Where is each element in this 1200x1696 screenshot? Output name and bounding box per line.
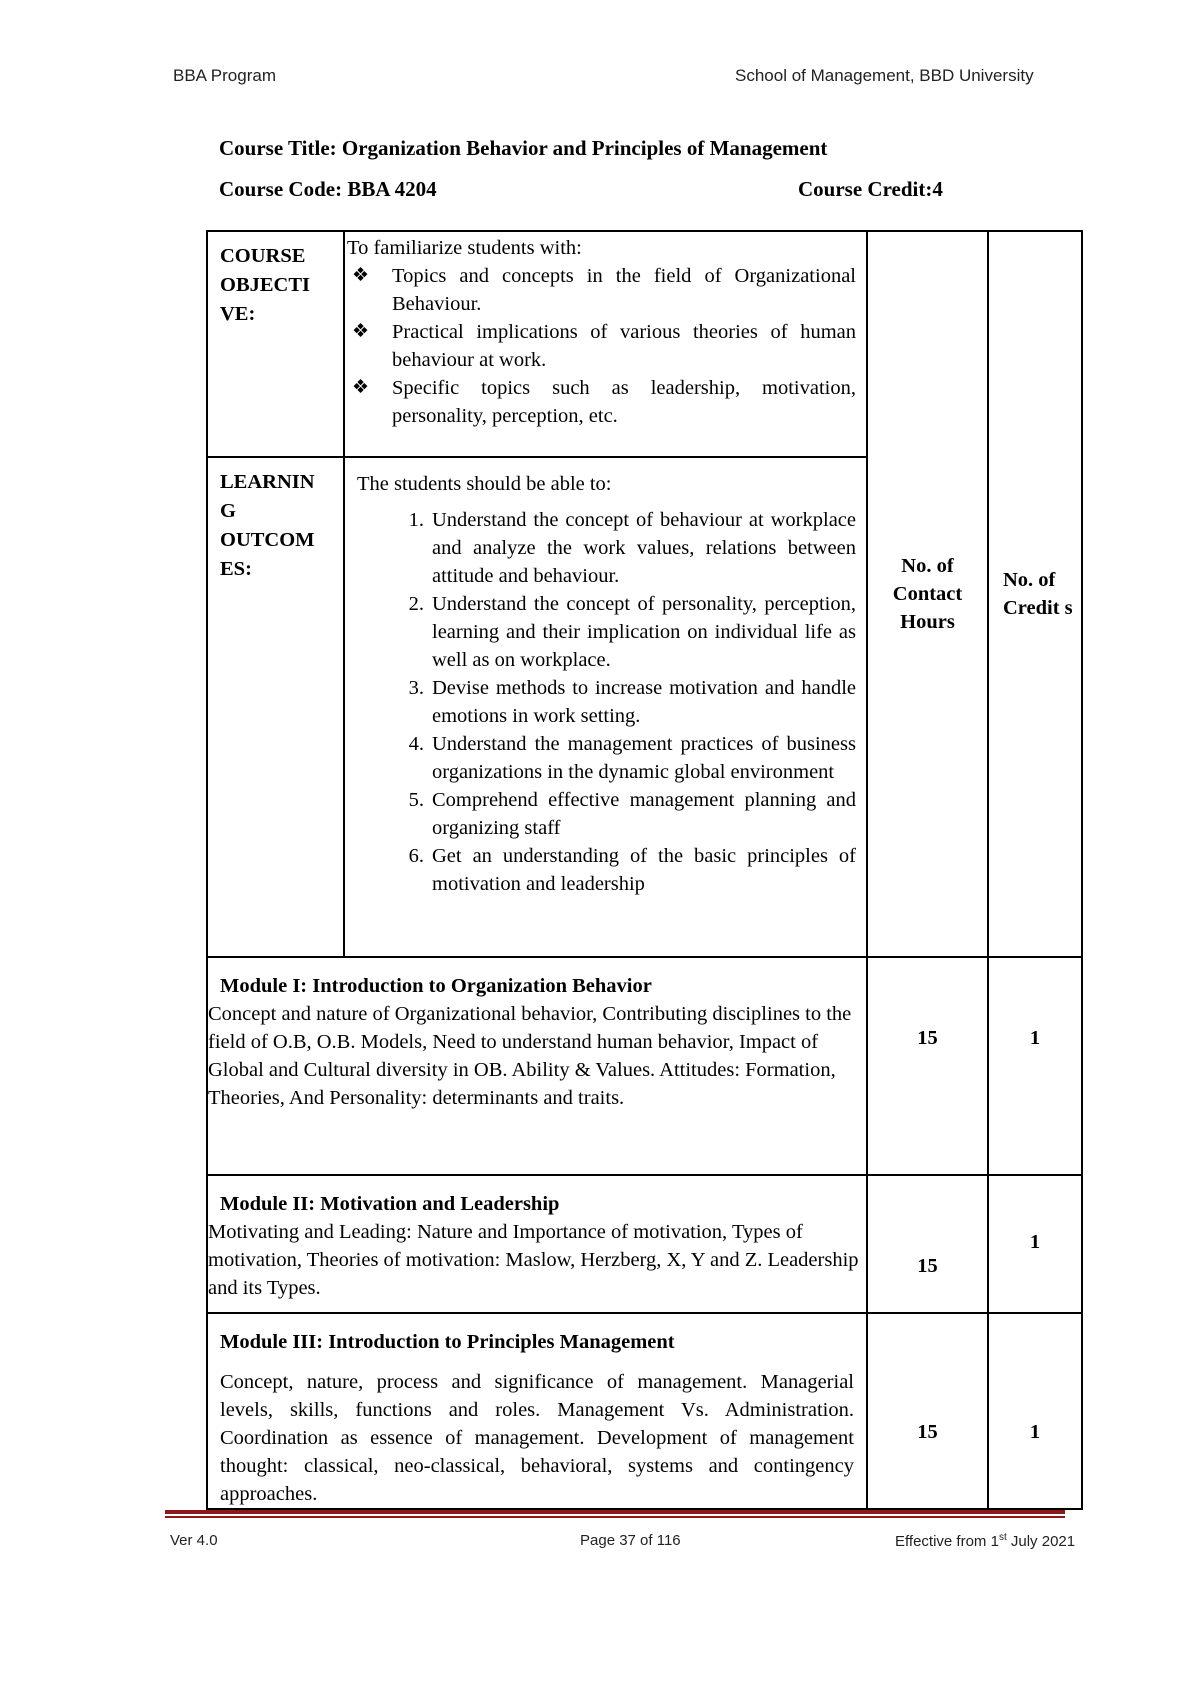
module-3-hours: 15	[867, 1313, 988, 1509]
diamond-bullet-icon: ❖	[352, 377, 370, 398]
list-item: 3. Devise methods to increase motivation and handle emotions in work setting.	[408, 677, 856, 727]
module-2-credits: 1	[988, 1175, 1082, 1313]
syllabus-table	[206, 230, 1083, 1510]
list-item: ❖ Practical implications of various theories of human behaviour at work.	[392, 318, 856, 374]
module-1-body: Concept and nature of Organizational behavior, Contributing disciplines to the field of O.B, O.B. Models, Need to understand human behavior, Impact of Global and Cultural diversity in OB. Ability & Values. Attitudes: Formation, Theories, And Personality: determinants and traits.	[208, 1003, 852, 1109]
module-2-cell	[207, 1175, 867, 1313]
course-credit: Course Credit:4	[798, 177, 943, 201]
list-item: ❖ Topics and concepts in the field of Organizational Behaviour.	[392, 262, 856, 318]
module-2-hours: 15	[867, 1175, 988, 1313]
footer-effective-date: Effective from 1st July 2021	[895, 1532, 1076, 1550]
diamond-bullet-icon: ❖	[352, 265, 370, 286]
outcomes-label: LEARNIN G OUTCOM ES:	[207, 457, 344, 957]
objective-label: COURSE OBJECTI VE:	[207, 231, 344, 457]
outcomes-cell	[344, 457, 867, 957]
module-1-cell	[207, 957, 867, 1175]
module-3-body: Concept, nature, process and significance of management. Managerial levels, skills, functions and roles. Management Vs. Administration. Coordination as essence of management. Development of management thought: classical, neo-classical, behavioral, systems and contingency approaches.	[220, 1371, 854, 1505]
module-1-title: Module I: Introduction to Organization Behavior	[220, 975, 652, 997]
list-item: ❖ Specific topics such as leadership, motivation, personality, perception, etc.	[392, 374, 856, 430]
outcomes-intro: The students should be able to:	[357, 473, 612, 495]
contact-hours-header: No. of Contact Hours	[867, 231, 988, 957]
footer-rule-thin	[165, 1516, 1065, 1518]
footer-rule-thick	[165, 1510, 1065, 1514]
list-item: 4. Understand the management practices of business organizations in the dynamic global environment	[408, 733, 856, 783]
module-2-title: Module II: Motivation and Leadership	[220, 1193, 560, 1215]
module-3-credits: 1	[988, 1313, 1082, 1509]
objective-intro: To familiarize students with:	[347, 237, 582, 259]
header-right: School of Management, BBD University	[735, 66, 1034, 85]
module-1-credits: 1	[988, 957, 1082, 1175]
objective-cell	[344, 231, 867, 457]
credits-header: No. of Credit s	[988, 231, 1082, 957]
outcomes-list	[357, 506, 856, 898]
header-left: BBA Program	[173, 66, 276, 85]
module-3-cell	[207, 1313, 867, 1509]
list-item: 1. Understand the concept of behaviour at workplace and analyze the work values, relations between attitude and behaviour.	[408, 509, 856, 587]
footer-page-number: Page 37 of 116	[580, 1532, 681, 1549]
module-2-body: Motivating and Leading: Nature and Importance of motivation, Types of motivation, Theories of motivation: Maslow, Herzberg, X, Y and Z. Leadership and its Types.	[208, 1221, 859, 1299]
course-code: Course Code: BBA 4204	[219, 177, 437, 201]
footer-version: Ver 4.0	[170, 1532, 218, 1549]
module-3-title: Module III: Introduction to Principles Management	[220, 1331, 675, 1353]
module-1-hours: 15	[867, 957, 988, 1175]
list-item: 6. Get an understanding of the basic principles of motivation and leadership	[408, 845, 856, 895]
objective-list	[347, 262, 856, 430]
list-item: 5. Comprehend effective management planning and organizing staff	[408, 789, 856, 839]
diamond-bullet-icon: ❖	[352, 321, 370, 342]
list-item: 2. Understand the concept of personality, perception, learning and their implication on individual life as well as on workplace.	[408, 593, 856, 671]
course-title: Course Title: Organization Behavior and Principles of Management	[219, 136, 828, 160]
